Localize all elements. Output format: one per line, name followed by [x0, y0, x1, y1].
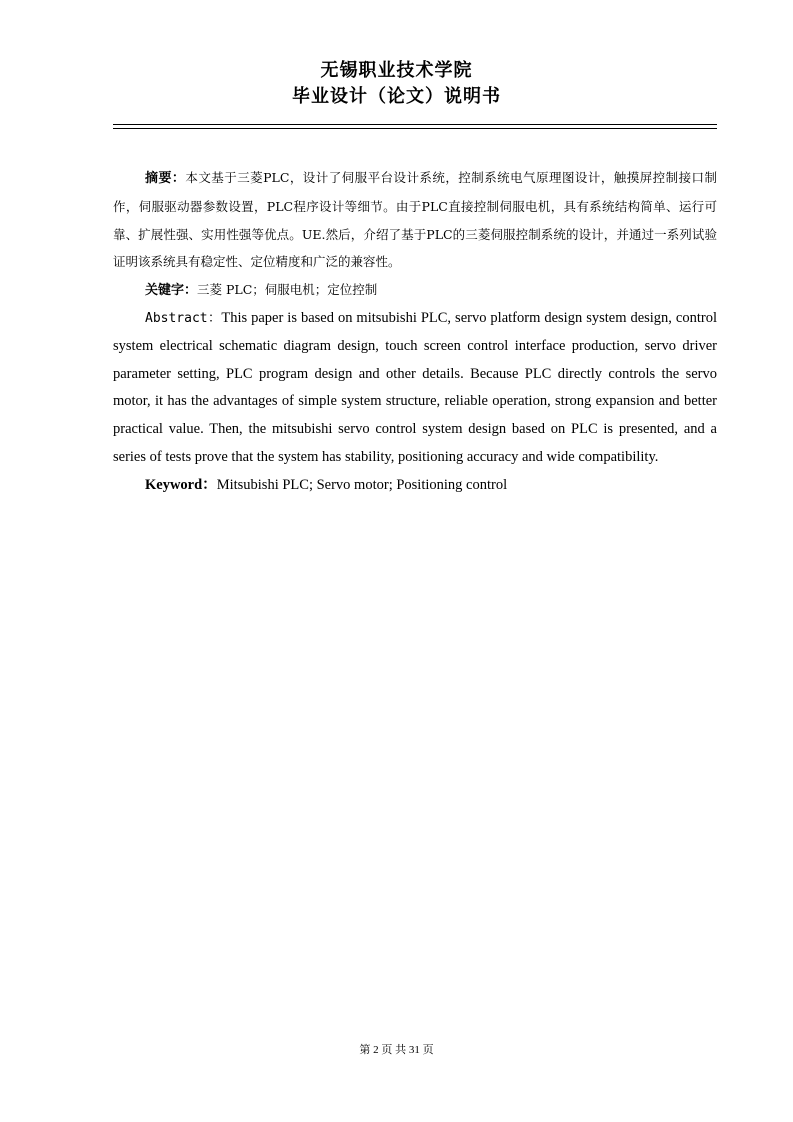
keywords-zh-label: 关键字： — [145, 283, 198, 299]
abstract-zh-label: 摘要： — [145, 171, 186, 186]
keywords-zh-text: 三菱 PLC；伺服电机；定位控制 — [197, 282, 378, 298]
abstract-zh-text: 本文基于三菱PLC，设计了伺服平台设计系统，控制系统电气原理图设计，触摸屏控制接口制作，伺服驱动器参数设置，PLC程序设计等细节。由于PLC直接控制伺服电机，具有系统结构简单、运行可靠、扩展性强、实用性强等优点。UE.然后，介绍了基于PLC的三菱伺服控制系统的设计，并通过一系列试验证明该系统具有稳定性、定位精度和广泛的兼容性。 — [113, 170, 717, 270]
abstract-en-paragraph — [113, 305, 717, 472]
header-rule-thin — [113, 124, 717, 125]
keywords-en-text: Mitsubishi PLC; Servo motor; Positioning control — [216, 476, 508, 493]
abstract-section — [113, 164, 717, 500]
abstract-en-label: Abstract： — [145, 310, 222, 326]
abstract-en-text: This paper is based on mitsubishi PLC, servo platform design system design, control system electrical schematic diagram design, touch screen control interface production, servo driver parameter setting, PLC program design and other details. Because PLC directly controls the servo motor, it has the advantages of simple system structure, reliable operation, strong expansion and better practical value. Then, the mitsubishi servo control system design based on PLC is presented, and a series of tests prove that the system has stability, positioning accuracy and wide compatibility. — [113, 309, 717, 465]
page-header — [0, 58, 793, 110]
header-rule-thick — [113, 128, 717, 129]
keywords-zh-paragraph — [113, 276, 717, 305]
abstract-zh-paragraph — [113, 164, 717, 276]
school-name: 无锡职业技术学院 — [320, 60, 473, 81]
keywords-en-label: Keyword： — [145, 476, 217, 493]
document-title: 毕业设计（论文）说明书 — [292, 86, 501, 107]
keywords-en-paragraph — [113, 472, 717, 500]
page-number-footer: 第 2 页 共 31 页 — [359, 1044, 434, 1056]
